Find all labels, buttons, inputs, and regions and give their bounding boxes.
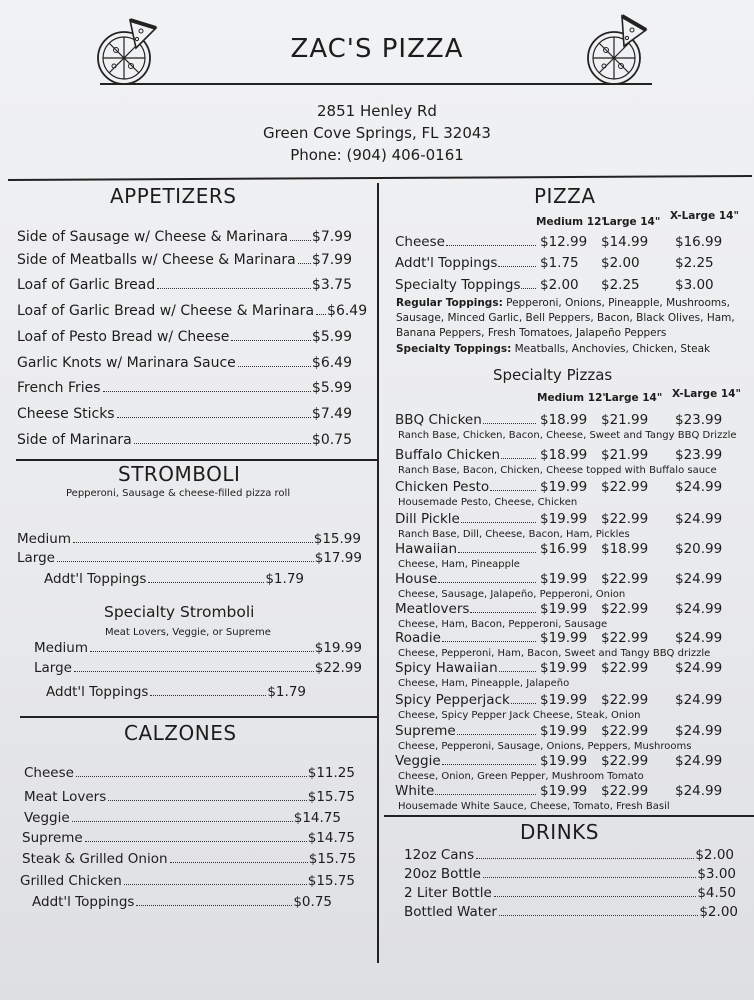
phone-number: Phone: (904) 406-0161 xyxy=(290,146,464,164)
calzone-row xyxy=(24,765,355,781)
specialty-pizza-price-large: $22.99 xyxy=(601,783,649,799)
restaurant-title: ZAC'S PIZZA xyxy=(290,34,464,64)
specialty-pizza-name: BBQ Chicken xyxy=(395,412,482,428)
stromboli-heading: STROMBOLI xyxy=(118,462,241,486)
specialty-pizza-price-xlarge: $24.99 xyxy=(675,601,723,617)
appetizer-name: Side of Meatballs w/ Cheese & Marinara xyxy=(17,252,296,268)
dot-leader xyxy=(74,671,314,672)
specialty-pizza-name-cell xyxy=(395,660,537,676)
address-line-2: Green Cove Springs, FL 32043 xyxy=(263,124,491,142)
specialty-pizzas-heading: Specialty Pizzas xyxy=(493,366,613,384)
dot-leader xyxy=(316,314,326,315)
specialty-pizza-price-large: $21.99 xyxy=(601,447,649,463)
specialty-pizza-description: Cheese, Ham, Pineapple, Jalapeño xyxy=(398,678,570,689)
dot-leader xyxy=(148,582,264,583)
specialty-pizza-name-cell xyxy=(395,541,537,557)
pizza-price-medium: $1.75 xyxy=(540,255,579,271)
stromboli-name: Addt'l Toppings xyxy=(44,571,147,587)
pizza-price-medium: $2.00 xyxy=(540,277,579,293)
specialty-pizza-price-large: $22.99 xyxy=(601,479,649,495)
calzone-row xyxy=(24,789,355,805)
pizza-price-xlarge: $3.00 xyxy=(675,277,714,293)
specialty-pizza-description: Cheese, Sausage, Jalapeño, Pepperoni, Onion xyxy=(398,589,626,600)
specialty-pizza-description: Cheese, Pepperoni, Sausage, Onions, Peppers, Mushrooms xyxy=(398,741,692,752)
specialty-pizza-name: Hawaiian xyxy=(395,541,458,557)
regular-toppings-text: Pepperoni, Onions, Pineapple, Mushrooms, Sausage, Minced Garlic, Bell Peppers, Bacon, Black Olives, Ham, Banana Peppers, Fresh Tomatoes, Jalapeño Peppers xyxy=(396,297,735,339)
dot-leader xyxy=(442,641,536,642)
pizza-price-large: $2.00 xyxy=(601,255,640,271)
appetizer-price: $7.49 xyxy=(311,406,352,422)
drink-name: 12oz Cans xyxy=(404,847,475,863)
pizza-price-xlarge: $16.99 xyxy=(675,234,723,250)
specialty-size-xlarge: X-Large 14" xyxy=(672,388,741,400)
specialty-pizza-price-medium: $19.99 xyxy=(540,692,588,708)
specialty-pizza-description: Cheese, Pepperoni, Ham, Bacon, Sweet and Tangy BBQ drizzle xyxy=(398,648,711,659)
specialty-pizza-name-cell xyxy=(395,723,537,739)
calzone-price: $14.75 xyxy=(293,810,341,826)
calzone-row xyxy=(22,851,356,867)
appetizers-heading: APPETIZERS xyxy=(110,184,237,208)
specialty-pizza-price-medium: $19.99 xyxy=(540,783,588,799)
stromboli-divider xyxy=(16,459,378,461)
calzone-price: $11.25 xyxy=(307,765,355,781)
specialty-pizza-price-large: $18.99 xyxy=(601,541,649,557)
calzone-price: $15.75 xyxy=(308,851,356,867)
dot-leader xyxy=(446,245,536,246)
specialty-stromboli-row xyxy=(34,660,362,676)
specialty-pizza-price-medium: $19.99 xyxy=(540,511,588,527)
regular-toppings xyxy=(396,296,736,341)
specialty-pizza-name-cell xyxy=(395,511,537,527)
appetizer-price: $0.75 xyxy=(311,432,352,448)
specialty-pizza-price-medium: $19.99 xyxy=(540,630,588,646)
specialty-pizza-row xyxy=(395,571,750,589)
specialty-pizza-price-large: $22.99 xyxy=(601,630,649,646)
pizza-name: Specialty Toppings xyxy=(395,277,521,293)
specialty-pizza-name: Buffalo Chicken xyxy=(395,447,501,463)
specialty-pizza-price-xlarge: $24.99 xyxy=(675,753,723,769)
calzone-price: $14.75 xyxy=(307,830,355,846)
specialty-stromboli-name: Addt'l Toppings xyxy=(46,684,149,700)
appetizer-name: French Fries xyxy=(17,380,101,396)
calzone-name: Meat Lovers xyxy=(24,789,107,805)
dot-leader xyxy=(73,542,313,543)
calzone-row xyxy=(20,873,355,889)
specialty-stromboli-name: Large xyxy=(34,660,72,676)
specialty-pizza-name-cell xyxy=(395,571,537,587)
specialty-stromboli-price: $1.79 xyxy=(267,684,306,700)
appetizer-row xyxy=(17,406,352,422)
dot-leader xyxy=(511,703,536,704)
dot-leader xyxy=(290,240,311,241)
address-line-1: 2851 Henley Rd xyxy=(317,102,437,120)
appetizer-name: Loaf of Pesto Bread w/ Cheese xyxy=(17,329,230,345)
dot-leader xyxy=(238,366,311,367)
dot-leader xyxy=(501,458,536,459)
calzone-row xyxy=(32,894,332,910)
specialty-pizza-price-large: $22.99 xyxy=(601,723,649,739)
calzone-price: $15.75 xyxy=(307,789,355,805)
specialty-pizza-name-cell xyxy=(395,479,537,495)
specialty-pizza-description: Cheese, Ham, Bacon, Pepperoni, Sausage xyxy=(398,619,608,630)
calzone-name: Supreme xyxy=(22,830,83,846)
appetizer-row xyxy=(17,277,352,293)
dot-leader xyxy=(57,561,314,562)
pizza-row xyxy=(395,277,750,295)
stromboli-price: $1.79 xyxy=(265,571,304,587)
drink-name: Bottled Water xyxy=(404,904,497,920)
specialty-pizza-description: Ranch Base, Bacon, Chicken, Cheese topped with Buffalo sauce xyxy=(398,465,717,476)
calzone-name: Steak & Grilled Onion xyxy=(22,851,168,867)
dot-leader xyxy=(483,877,696,878)
specialty-pizza-price-medium: $18.99 xyxy=(540,412,588,428)
specialty-stromboli-price: $19.99 xyxy=(314,640,362,656)
specialty-pizza-name-cell xyxy=(395,783,537,799)
appetizer-name: Loaf of Garlic Bread xyxy=(17,277,156,293)
dot-leader xyxy=(231,340,311,341)
specialty-size-medium: Medium 12" xyxy=(537,392,608,404)
specialty-stromboli-heading: Specialty Stromboli xyxy=(104,603,255,621)
specialty-pizza-row xyxy=(395,630,750,648)
specialty-pizza-price-xlarge: $24.99 xyxy=(675,571,723,587)
specialty-pizza-price-large: $22.99 xyxy=(601,753,649,769)
specialty-pizza-price-xlarge: $24.99 xyxy=(675,660,723,676)
specialty-pizza-name: Veggie xyxy=(395,753,441,769)
dot-leader xyxy=(150,695,266,696)
pizza-name: Addt'l Toppings xyxy=(395,255,498,271)
specialty-stromboli-description: Meat Lovers, Veggie, or Supreme xyxy=(105,627,271,638)
appetizer-price: $5.99 xyxy=(311,380,352,396)
drink-row xyxy=(404,904,738,920)
specialty-pizza-price-medium: $19.99 xyxy=(540,601,588,617)
dot-leader xyxy=(499,915,698,916)
pizza-price-large: $14.99 xyxy=(601,234,649,250)
specialty-pizza-name: House xyxy=(395,571,438,587)
specialty-pizza-price-large: $22.99 xyxy=(601,511,649,527)
calzones-heading: CALZONES xyxy=(124,721,237,745)
stromboli-price: $15.99 xyxy=(313,531,361,547)
dot-leader xyxy=(442,764,536,765)
drink-price: $2.00 xyxy=(695,847,734,863)
stromboli-name: Large xyxy=(17,550,55,566)
calzone-row xyxy=(22,830,355,846)
drink-row xyxy=(404,885,736,901)
specialty-stromboli-name: Medium xyxy=(34,640,88,656)
specialty-pizza-name: Roadie xyxy=(395,630,441,646)
specialty-pizza-price-medium: $19.99 xyxy=(540,723,588,739)
specialty-toppings-label: Specialty Toppings: xyxy=(396,343,512,355)
specialty-pizza-price-xlarge: $24.99 xyxy=(675,692,723,708)
dot-leader xyxy=(117,417,311,418)
specialty-pizza-row xyxy=(395,601,750,619)
specialty-pizza-price-xlarge: $20.99 xyxy=(675,541,723,557)
pizza-heading: PIZZA xyxy=(534,184,596,208)
appetizer-row xyxy=(17,329,352,345)
specialty-pizza-price-xlarge: $23.99 xyxy=(675,447,723,463)
drink-price: $3.00 xyxy=(697,866,736,882)
dot-leader xyxy=(457,734,536,735)
dot-leader xyxy=(124,884,307,885)
appetizer-row xyxy=(17,355,352,371)
specialty-pizza-price-xlarge: $24.99 xyxy=(675,783,723,799)
calzone-name: Addt'l Toppings xyxy=(32,894,135,910)
specialty-pizza-row xyxy=(395,479,750,497)
pizza-price-xlarge: $2.25 xyxy=(675,255,714,271)
specialty-pizza-row xyxy=(395,692,750,710)
specialty-stromboli-row xyxy=(34,640,362,656)
pizza-name: Cheese xyxy=(395,234,445,250)
appetizer-price: $5.99 xyxy=(311,329,352,345)
stromboli-price: $17.99 xyxy=(314,550,362,566)
specialty-pizza-name: Chicken Pesto xyxy=(395,479,490,495)
appetizer-price: $7.99 xyxy=(311,229,352,245)
drink-row xyxy=(404,847,734,863)
specialty-pizza-name: Spicy Hawaiian xyxy=(395,660,498,676)
appetizer-name: Garlic Knots w/ Marinara Sauce xyxy=(17,355,236,371)
specialty-size-large: Large 14" xyxy=(605,392,663,404)
specialty-pizza-price-large: $22.99 xyxy=(601,601,649,617)
drink-price: $4.50 xyxy=(697,885,736,901)
specialty-pizza-price-medium: $19.99 xyxy=(540,571,588,587)
specialty-pizza-name-cell xyxy=(395,753,537,769)
specialty-pizza-name: Meatlovers xyxy=(395,601,470,617)
specialty-toppings-text: Meatballs, Anchovies, Chicken, Steak xyxy=(511,343,711,355)
calzone-price: $15.75 xyxy=(307,873,355,889)
pizza-name-cell xyxy=(395,277,537,293)
dot-leader xyxy=(72,821,293,822)
specialty-pizza-row xyxy=(395,783,750,801)
specialty-pizza-price-large: $22.99 xyxy=(601,692,649,708)
drinks-divider xyxy=(384,815,754,817)
specialty-pizza-description: Ranch Base, Dill, Cheese, Bacon, Ham, Pickles xyxy=(398,529,630,540)
appetizer-price: $6.49 xyxy=(311,355,352,371)
dot-leader xyxy=(136,905,292,906)
dot-leader xyxy=(435,794,536,795)
pizza-name-cell xyxy=(395,255,537,271)
specialty-pizza-description: Housemade Pesto, Cheese, Chicken xyxy=(398,497,578,508)
dot-leader xyxy=(498,266,536,267)
dot-leader xyxy=(483,423,536,424)
specialty-pizza-row xyxy=(395,412,750,430)
specialty-pizza-name-cell xyxy=(395,692,537,708)
specialty-pizza-price-medium: $19.99 xyxy=(540,479,588,495)
specialty-pizza-row xyxy=(395,541,750,559)
appetizer-price: $6.49 xyxy=(327,303,368,319)
pizza-price-medium: $12.99 xyxy=(540,234,588,250)
specialty-pizza-name-cell xyxy=(395,412,537,428)
dot-leader xyxy=(157,288,311,289)
dot-leader xyxy=(103,391,311,392)
specialty-pizza-price-xlarge: $24.99 xyxy=(675,479,723,495)
pizza-name-cell xyxy=(395,234,537,250)
dot-leader xyxy=(90,651,314,652)
appetizer-row xyxy=(17,380,352,396)
specialty-pizza-name-cell xyxy=(395,630,537,646)
dot-leader xyxy=(85,841,307,842)
column-divider xyxy=(377,183,379,963)
appetizer-price: $7.99 xyxy=(311,252,352,268)
specialty-pizza-description: Housemade White Sauce, Cheese, Tomato, Fresh Basil xyxy=(398,801,670,812)
specialty-pizza-description: Ranch Base, Chicken, Bacon, Cheese, Sweet and Tangy BBQ Drizzle xyxy=(398,430,737,441)
appetizer-row xyxy=(17,252,352,268)
specialty-pizza-name: Dill Pickle xyxy=(395,511,460,527)
dot-leader xyxy=(521,288,536,289)
drinks-heading: DRINKS xyxy=(520,820,599,844)
calzones-divider xyxy=(20,716,378,718)
specialty-pizza-name: Spicy Pepperjack xyxy=(395,692,510,708)
specialty-pizza-price-xlarge: $24.99 xyxy=(675,723,723,739)
specialty-stromboli-price: $22.99 xyxy=(314,660,362,676)
pizza-size-medium: Medium 12" xyxy=(536,216,607,228)
specialty-pizza-price-large: $22.99 xyxy=(601,660,649,676)
regular-toppings-label: Regular Toppings: xyxy=(396,297,503,309)
dot-leader xyxy=(76,776,307,777)
appetizer-row xyxy=(17,432,352,448)
specialty-pizza-price-medium: $16.99 xyxy=(540,541,588,557)
header-divider xyxy=(8,175,752,181)
calzone-price: $0.75 xyxy=(293,894,332,910)
specialty-pizza-price-large: $22.99 xyxy=(601,571,649,587)
dot-leader xyxy=(490,490,536,491)
specialty-pizza-price-medium: $19.99 xyxy=(540,753,588,769)
dot-leader xyxy=(470,612,536,613)
drink-name: 2 Liter Bottle xyxy=(404,885,492,901)
specialty-pizza-price-xlarge: $24.99 xyxy=(675,511,723,527)
specialty-pizza-row xyxy=(395,723,750,741)
specialty-pizza-description: Cheese, Spicy Pepper Jack Cheese, Steak, Onion xyxy=(398,710,641,721)
dot-leader xyxy=(494,896,697,897)
appetizer-name: Side of Sausage w/ Cheese & Marinara xyxy=(17,229,289,245)
dot-leader xyxy=(134,443,311,444)
specialty-pizza-price-medium: $18.99 xyxy=(540,447,588,463)
appetizer-row xyxy=(17,303,368,319)
specialty-pizza-row xyxy=(395,660,750,678)
calzone-name: Cheese xyxy=(24,765,74,781)
appetizer-name: Loaf of Garlic Bread w/ Cheese & Marinara xyxy=(17,303,315,319)
specialty-pizza-price-medium: $19.99 xyxy=(540,660,588,676)
title-divider xyxy=(100,83,652,85)
pizza-row xyxy=(395,234,750,252)
dot-leader xyxy=(476,858,694,859)
specialty-pizza-name: White xyxy=(395,783,435,799)
dot-leader xyxy=(461,522,536,523)
appetizer-price: $3.75 xyxy=(311,277,352,293)
specialty-toppings xyxy=(396,342,710,357)
dot-leader xyxy=(499,671,536,672)
specialty-pizza-price-large: $21.99 xyxy=(601,412,649,428)
specialty-pizza-row xyxy=(395,511,750,529)
dot-leader xyxy=(170,862,308,863)
drink-row xyxy=(404,866,736,882)
dot-leader xyxy=(108,800,307,801)
drink-price: $2.00 xyxy=(699,904,738,920)
appetizer-row xyxy=(17,229,352,245)
dot-leader xyxy=(458,552,536,553)
specialty-pizza-name: Supreme xyxy=(395,723,456,739)
calzone-row xyxy=(24,810,341,826)
appetizer-name: Side of Marinara xyxy=(17,432,132,448)
stromboli-row xyxy=(44,571,304,587)
calzone-name: Veggie xyxy=(24,810,70,826)
stromboli-row xyxy=(17,550,362,566)
pizza-size-large: Large 14" xyxy=(603,216,661,228)
specialty-pizza-price-xlarge: $23.99 xyxy=(675,412,723,428)
pizza-row xyxy=(395,255,750,273)
stromboli-description: Pepperoni, Sausage & cheese-filled pizza roll xyxy=(66,488,291,499)
specialty-stromboli-row xyxy=(46,684,306,700)
appetizer-name: Cheese Sticks xyxy=(17,406,115,422)
specialty-pizza-description: Cheese, Ham, Pineapple xyxy=(398,559,520,570)
calzone-name: Grilled Chicken xyxy=(20,873,122,889)
specialty-pizza-name-cell xyxy=(395,447,537,463)
specialty-pizza-row xyxy=(395,753,750,771)
stromboli-name: Medium xyxy=(17,531,71,547)
dot-leader xyxy=(438,582,536,583)
drink-name: 20oz Bottle xyxy=(404,866,481,882)
dot-leader xyxy=(298,263,311,264)
specialty-pizza-price-xlarge: $24.99 xyxy=(675,630,723,646)
specialty-pizza-name-cell xyxy=(395,601,537,617)
stromboli-row xyxy=(17,531,361,547)
specialty-pizza-description: Cheese, Onion, Green Pepper, Mushroom Tomato xyxy=(398,771,644,782)
pizza-size-xlarge: X-Large 14" xyxy=(670,210,739,222)
specialty-pizza-row xyxy=(395,447,750,465)
pizza-price-large: $2.25 xyxy=(601,277,640,293)
